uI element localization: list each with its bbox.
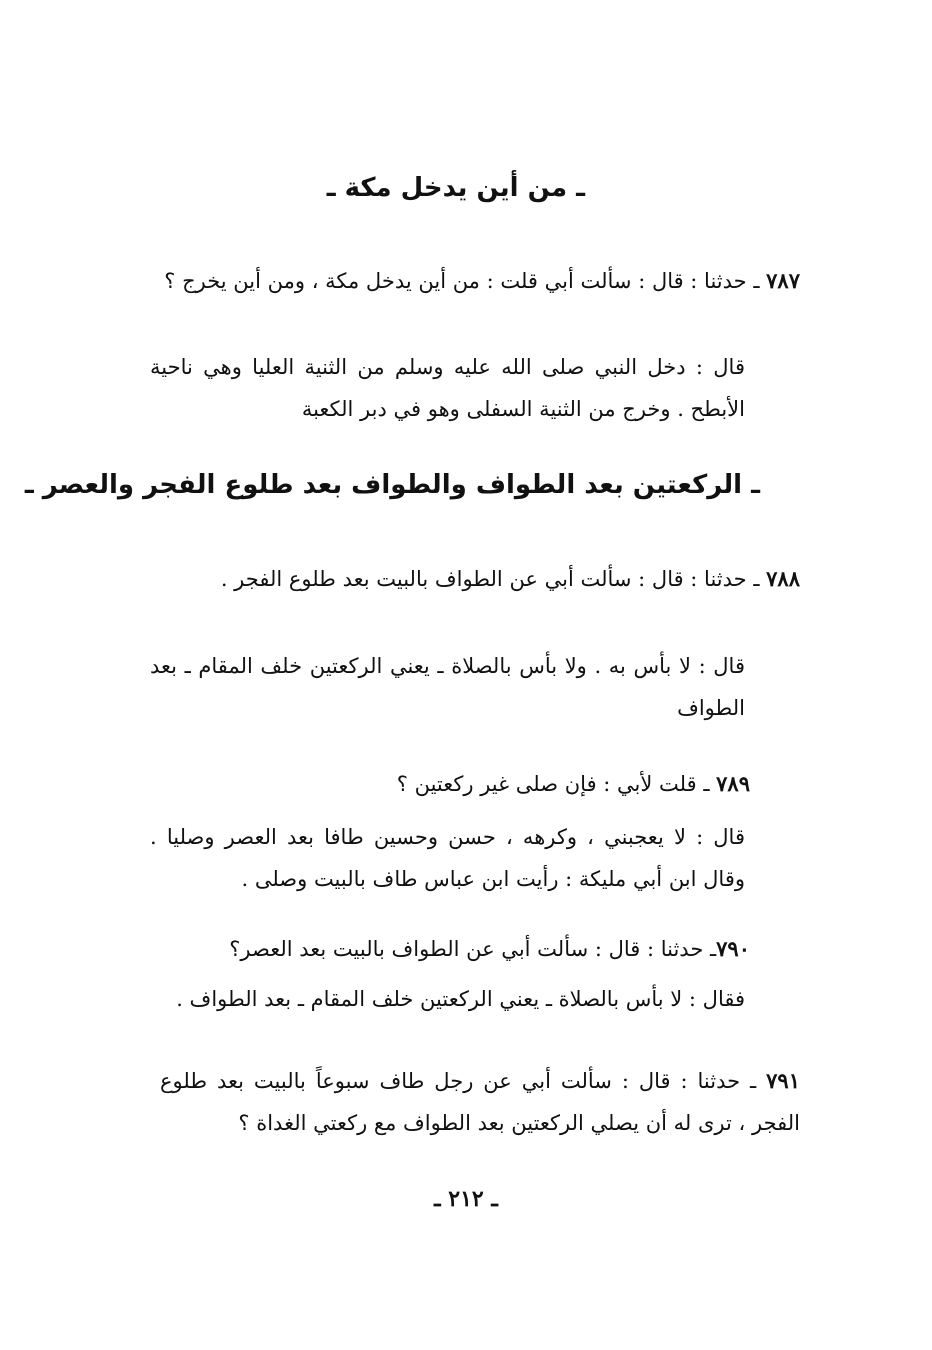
page-number: ـ ٢١٢ ـ: [434, 1186, 498, 1212]
entry-number: ٧٩٠: [716, 936, 750, 961]
entry-791-question: [160, 1060, 800, 1144]
entry-787-answer: [150, 346, 745, 430]
entry-787-question: [160, 260, 800, 302]
entry-790-answer: [170, 978, 745, 1020]
entry-text: ـ حدثنا : قال : سألت أبي عن الطواف بالبيت بعد العصر؟: [229, 937, 717, 961]
entry-number: ٧٩١: [766, 1068, 800, 1093]
entry-788-answer: [150, 645, 745, 729]
entry-789-question: [330, 763, 750, 805]
entry-text: قال : لا يعجبني ، وكرهه ، حسن وحسين طافا بعد العصر وصليا . وقال ابن أبي مليكة : رأيت ابن عباس طاف بالبيت وصلى .: [150, 825, 745, 891]
entry-text: قال : دخل النبي صلى الله عليه وسلم من الثنية العليا وهي ناحية الأبطح . وخرج من الثنية السفلى وهو في دبر الكعبة: [150, 355, 745, 421]
section-heading-two-rakahs: ـ الركعتين بعد الطواف والطواف بعد طلوع الفجر والعصر ـ: [24, 470, 760, 500]
entry-text: فقال : لا بأس بالصلاة ـ يعني الركعتين خلف المقام ـ بعد الطواف .: [176, 987, 745, 1011]
section-heading-entering-mecca: ـ من أين يدخل مكة ـ: [326, 173, 585, 203]
entry-text: ـ قلت لأبي : فإن صلى غير ركعتين ؟: [396, 772, 717, 796]
entry-text: قال : لا بأس به . ولا بأس بالصلاة ـ يعني الركعتين خلف المقام ـ بعد الطواف: [150, 654, 745, 720]
entry-number: ٧٨٨: [766, 566, 800, 591]
entry-text: ـ حدثنا : قال : سألت أبي عن رجل طاف سبوعاً بالبيت بعد طلوع الفجر ، ترى له أن يصلي الركعتين بعد الطواف مع ركعتي الغداة ؟: [160, 1069, 800, 1135]
entry-789-answer: [150, 816, 745, 900]
entry-text: ـ حدثنا : قال : سألت أبي عن الطواف بالبيت بعد طلوع الفجر .: [220, 567, 767, 591]
entry-number: ٧٨٩: [716, 771, 750, 796]
entry-788-question: [160, 558, 800, 600]
entry-text: ـ حدثنا : قال : سألت أبي قلت : من أين يدخل مكة ، ومن أين يخرج ؟: [164, 269, 767, 293]
entry-790-question: [170, 928, 750, 970]
entry-number: ٧٨٧: [766, 268, 800, 293]
